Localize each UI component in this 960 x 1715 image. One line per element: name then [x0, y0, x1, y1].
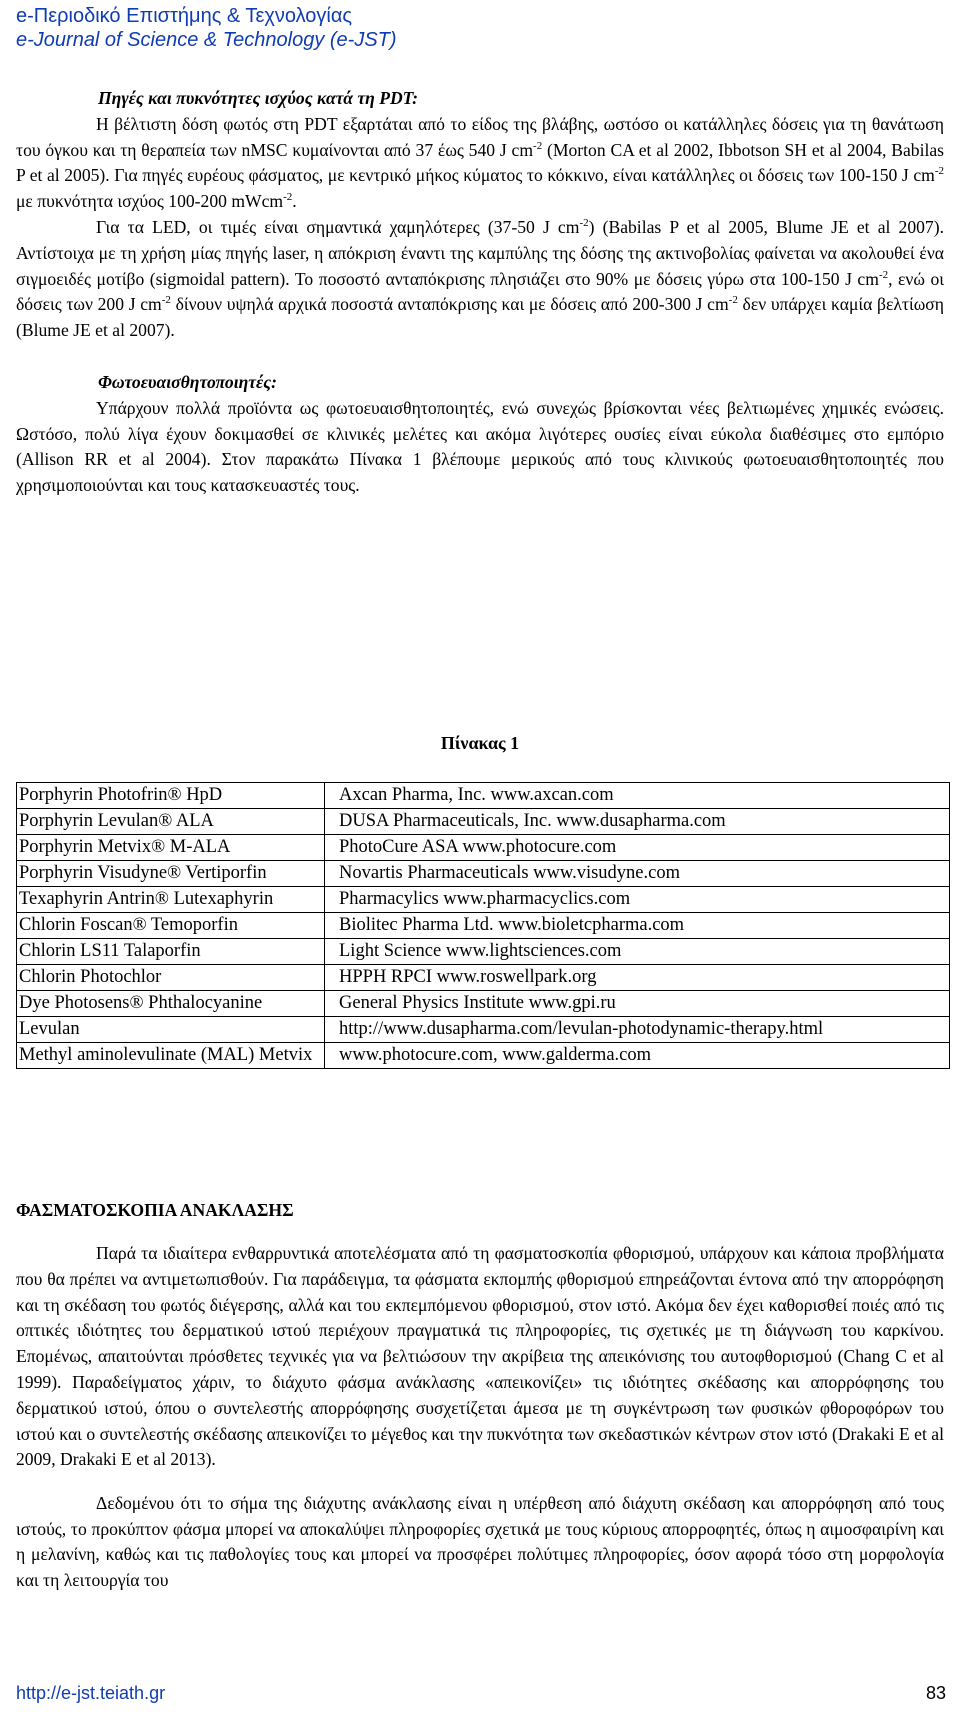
page-number: 83: [925, 1683, 946, 1703]
table-title: Πίνακας 1: [440, 733, 520, 753]
superscript: -2: [283, 191, 293, 204]
text-span: με πυκνότητα ισχύος 100-200 mWcm: [16, 191, 284, 212]
cell-manufacturer: www.photocure.com, www.galderma.com: [325, 1043, 950, 1069]
table-row: [17, 887, 950, 913]
table-row: [17, 835, 950, 861]
section-heading-light-sources: Πηγές και πυκνότητες ισχύος κατά τη PDT:: [98, 88, 418, 108]
journal-header: [16, 4, 397, 52]
cell-product: Levulan: [17, 1017, 325, 1043]
cell-manufacturer: Novartis Pharmaceuticals www.visudyne.com: [325, 861, 950, 887]
paragraph-dose: [16, 112, 944, 215]
cell-manufacturer: PhotoCure ASA www.photocure.com: [325, 835, 950, 861]
footer-url-link[interactable]: http://e-jst.teiath.gr: [16, 1683, 166, 1703]
cell-product: Porphyrin Levulan® ALA: [17, 809, 325, 835]
cell-product: Porphyrin Visudyne® Vertiporfin: [17, 861, 325, 887]
superscript: -2: [579, 217, 589, 230]
section-title-reflectance: ΦΑΣΜΑΤΟΣΚΟΠΙΑ ΑΝΑΚΛΑΣΗΣ: [16, 1199, 294, 1220]
table-row: [17, 1017, 950, 1043]
cell-product: Chlorin LS11 Talaporfin: [17, 939, 325, 965]
cell-product: Dye Photosens® Phthalocyanine: [17, 991, 325, 1017]
reflectance-section: [16, 1180, 944, 1612]
table-row: [17, 991, 950, 1017]
table-row: [17, 809, 950, 835]
text-span: ) (Babilas P et al 2005, Blume JE et al 2007). Αντίστοιχα με τη χρήση μίας πηγής laser, η απόκριση έναντι της καμπύλης της δόσης της ακτινοβολίας φαίνεται να ακολουθεί ένα σιγμοειδές μοτίβο (sigmoidal pattern). Το ποσοστό ανταπόκρισης πλησιάζει στο 90% με δόσεις γύρω στα 100-150 J cm: [16, 216, 944, 289]
text-span: (Morton CA et al 2002, Ibbotson SH et al 2004, Babilas P et al 2005). Για πηγές ευρέους φάσματος, με κεντρικό μήκος κύματος το κόκκινο, είναι κατάλληλες οι δόσεις των 100-150 J cm: [16, 139, 945, 186]
cell-manufacturer: Pharmacylics www.pharmacyclics.com: [325, 887, 950, 913]
cell-product: Porphyrin Metvix® M-ALA: [17, 835, 325, 861]
photosensitizer-table: [16, 782, 950, 1069]
table-body: [17, 783, 950, 1069]
text-span: Για τα LED, οι τιμές είναι σημαντικά χαμηλότερες (37-50 J cm: [96, 216, 580, 237]
cell-manufacturer: Light Science www.lightsciences.com: [325, 939, 950, 965]
section-heading-photosensitizers: Φωτοευαισθητοποιητές:: [98, 371, 277, 392]
superscript: -2: [878, 268, 889, 281]
paragraph-led: [16, 215, 944, 344]
page-footer: [16, 1683, 946, 1704]
table-row: [17, 939, 950, 965]
text-span: δίνουν υψηλά αρχικά ποσοστά ανταπόκρισης και με δόσεις από 200-300 J cm: [170, 294, 729, 315]
superscript: -2: [161, 294, 171, 307]
cell-manufacturer: DUSA Pharmaceuticals, Inc. www.dusapharma.com: [325, 809, 950, 835]
main-content: [16, 86, 944, 499]
superscript: -2: [533, 139, 543, 152]
cell-manufacturer: General Physics Institute www.gpi.ru: [325, 991, 950, 1017]
text-span: δεν υπάρχει καμία βελτίωση (Blume JE et al 2007).: [16, 294, 944, 341]
cell-manufacturer: Axcan Pharma, Inc. www.axcan.com: [325, 783, 950, 809]
table-row: [17, 783, 950, 809]
cell-product: Chlorin Photochlor: [17, 965, 325, 991]
table-row: [17, 913, 950, 939]
cell-product: Chlorin Foscan® Temoporfin: [17, 913, 325, 939]
journal-title-english: e-Journal of Science & Technology (e-JST): [16, 29, 397, 51]
text-span: .: [292, 191, 297, 212]
paragraph-photosensitizers: Υπάρχουν πολλά προϊόντα ως φωτοευαισθητοποιητές, ενώ συνεχώς βρίσκονται νέες βελτιωμένες χημικές ενώσεις. Ωστόσο, πολύ λίγα έχουν δοκιμασθεί σε κλινικές μελέτες και ακόμα λιγότερες ουσίες είναι εύκολα διαθέσιμες στο εμπόριο (Allison RR et al 2004). Στον παρακάτω Πίνακα 1 βλέπουμε μερικούς από τους κλινικούς φωτοευαισθητοποιητές που χρησιμοποιούνται και τους κατασκευαστές τους.: [16, 397, 944, 496]
paragraph-reflectance-2: Δεδομένου ότι το σήμα της διάχυτης ανάκλασης είναι η υπέρθεση από διάχυτη σκέδαση και απορρόφηση από τους ιστούς, το προκύπτον φάσμα μπορεί να αποκαλύψει πληροφορίες σχετικά με τους κύριους απορροφητές, όπως η αιμοσφαιρίνη και η μελανίνη, καθώς και τις παθολογίες τους και μπορεί να προσφέρει πολύτιμες πληροφορίες, όσον αφορά τόσο στη μορφολογία και τη λειτουργία του: [16, 1492, 944, 1591]
spacer: [16, 344, 944, 370]
table-row: [17, 861, 950, 887]
journal-title-greek: e-Περιοδικό Επιστήμης & Τεχνολογίας: [16, 5, 353, 27]
table-row: [17, 965, 950, 991]
paragraph-reflectance-1: Παρά τα ιδιαίτερα ενθαρρυντικά αποτελέσματα από τη φασματοσκοπία φθορισμού, υπάρχουν και κάποια προβλήματα που θα πρέπει να αντιμετωπισθούν. Για παράδειγμα, τα φάσματα εκπομπής φθορισμού επηρεάζονται έντονα από την απορρόφηση και τη σκέδαση του φωτός διέγερσης, αλλά και του εκπεμπόμενου φθορισμού, στον ιστό. Ακόμα δεν έχει καθορισθεί ποιές από τις οπτικές ιδιότητες του δερματικού ιστού περιέχουν πραγματικά τις πληροφορίες, τις σχετικές με τη διάγνωση του καρκίνου. Επομένως, απαιτούνται πρόσθετες τεχνικές για να βελτιώσουν την ακρίβεια της απεικόνισης του αυτοφθορισμού (Chang C et al 1999). Παραδείγματος χάριν, το διάχυτο φάσμα ανάκλασης «απεικονίζει» τις ιδιότητες σκέδασης και απορρόφησης του δερματικού ιστού, όπου ο συντελεστής απορρόφησης συσχετίζεται άμεσα με τη συγκέντρωση των φυσικών φθοροφόρων του ιστού και ο συντελεστής σκέδασης απεικονίζει το μέγεθος και την πυκνότητα των σκεδαστικών κέντρων στον ιστό (Drakaki E et al 2009, Drakaki E et al 2013).: [16, 1242, 944, 1470]
superscript: -2: [728, 294, 738, 307]
table-row: [17, 1043, 950, 1069]
cell-product: Texaphyrin Antrin® Lutexaphyrin: [17, 887, 325, 913]
cell-manufacturer: Biolitec Pharma Ltd. www.bioletcpharma.com: [325, 913, 950, 939]
cell-product: Methyl aminolevulinate (MAL) Metvix: [17, 1043, 325, 1069]
cell-product: Porphyrin Photofrin® HpD: [17, 783, 325, 809]
cell-manufacturer: http://www.dusapharma.com/levulan-photodynamic-therapy.html: [325, 1017, 950, 1043]
cell-manufacturer: HPPH RPCI www.roswellpark.org: [325, 965, 950, 991]
text-span: Η βέλτιστη δόση φωτός στη PDT εξαρτάται από το είδος της βλάβης, ωστόσο οι κατάλληλες δόσεις για τη θανάτωση του όγκου και τη θεραπεία των nMSC κυμαίνονται από 37 έως 540 J cm: [16, 113, 944, 160]
superscript: -2: [934, 165, 944, 178]
text-span: , ενώ οι δόσεις των 200 J cm: [16, 268, 945, 315]
